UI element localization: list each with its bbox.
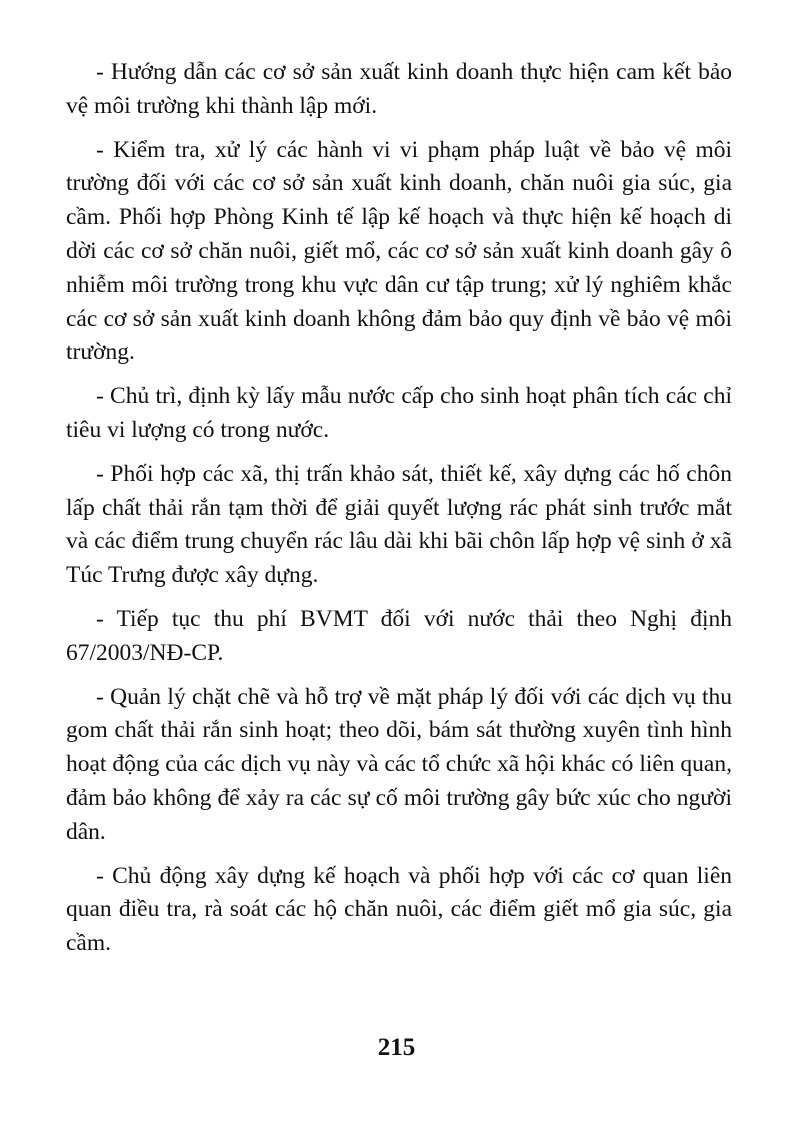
paragraph-2: - Kiểm tra, xử lý các hành vi vi phạm pháp luật về bảo vệ môi trường đối với các cơ sở sản xuất kinh doanh, chăn nuôi gia súc, gia cầm. Phối hợp Phòng Kinh tế lập kế hoạch và thực hiện kế hoạch di dời các cơ sở chăn nuôi, giết mổ, các cơ sở sản xuất kinh doanh gây ô nhiễm môi trường trong khu vực dân cư tập trung; xử lý nghiêm khắc các cơ sở sản xuất kinh doanh không đảm bảo quy định về bảo vệ môi trường.: [66, 136, 732, 366]
page-body: [66, 56, 732, 971]
paragraph-4: - Phối hợp các xã, thị trấn khảo sát, thiết kế, xây dựng các hố chôn lấp chất thải rắn tạm thời để giải quyết lượng rác phát sinh trước mắt và các điểm trung chuyển rác lâu dài khi bãi chôn lấp hợp vệ sinh ở xã Túc Trưng được xây dựng.: [66, 460, 732, 589]
paragraph-7: - Chủ động xây dựng kế hoạch và phối hợp với các cơ quan liên quan điều tra, rà soát các hộ chăn nuôi, các điểm giết mổ gia súc, gia cầm.: [66, 862, 732, 957]
paragraph-3: - Chủ trì, định kỳ lấy mẫu nước cấp cho sinh hoạt phân tích các chỉ tiêu vi lượng có trong nước.: [66, 383, 732, 443]
paragraph-6: - Quản lý chặt chẽ và hỗ trợ về mặt pháp lý đối với các dịch vụ thu gom chất thải rắn sinh hoạt; theo dõi, bám sát thường xuyên tình hình hoạt động của các dịch vụ này và các tổ chức xã hội khác có liên quan, đảm bảo không để xảy ra các sự cố môi trường gây bức xúc cho người dân.: [66, 683, 732, 845]
paragraph-1: - Hướng dẫn các cơ sở sản xuất kinh doanh thực hiện cam kết bảo vệ môi trường khi thành lập mới.: [66, 59, 732, 119]
paragraph-5: - Tiếp tục thu phí BVMT đối với nước thải theo Nghị định 67/2003/NĐ-CP.: [66, 605, 732, 666]
page-number: 215: [377, 1034, 416, 1061]
